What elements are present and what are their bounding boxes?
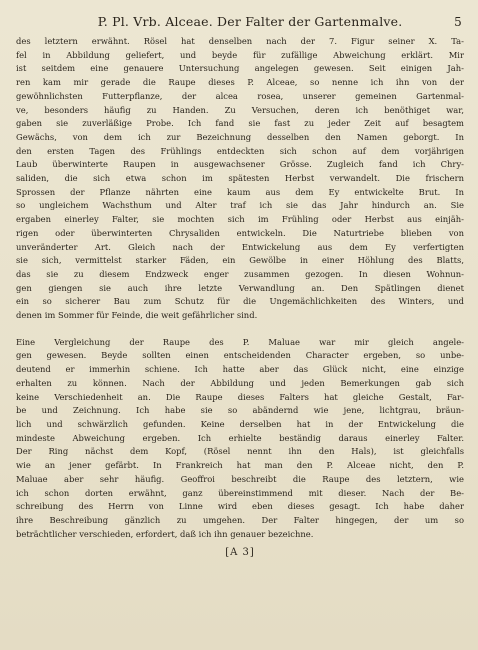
text-line: be und Zeichnung. Ich habe sie so abändernd wie jene, lichtgrau, bräun- <box>16 405 464 416</box>
text-line: ren kam mir gerade die Raupe dieses P. Alceae, so nenne ich ihn von der <box>16 77 464 88</box>
body-text <box>16 35 464 541</box>
text-line: lich und schwärzlich gefunden. Keine derselben hat in der Entwickelung die <box>16 418 464 429</box>
text-line: rigen oder überwinterten Chrysaliden entwickeln. Die Naturtriebe blieben von <box>16 227 464 238</box>
text-line: den ersten Tagen des Frühlings entdeckten sich schon auf dem vorjährigen <box>16 145 464 156</box>
text-line: gewöhnlichsten Futterpflanze, der alcea rosea, unserer gemeinen Gartenmal- <box>16 90 464 101</box>
text-line: wie an jener gefärbt. In Frankreich hat man den P. Alceae nicht, den P. <box>16 460 464 471</box>
text-line: ve, besonders häufig zu Handen. Zu Versuchen, deren ich benöthiget war, <box>16 104 464 115</box>
signature-mark: [A 3] <box>225 547 255 559</box>
page-number: 5 <box>454 15 462 29</box>
text-line: ein so sicherer Bau zum Schutz für die Ungemächlichkeiten des Winters, und <box>16 296 464 307</box>
paragraph <box>16 336 464 542</box>
text-line: fel in Abbildung geliefert, und beyde für zufällige Abweichung erklärt. Mir <box>16 49 464 60</box>
text-line: erhalten zu können. Nach der Abbildung und jeden Bemerkungen gab sich <box>16 377 464 388</box>
text-line: ergaben einerley Falter, sie mochten sich im Frühling oder Herbst aus einjäh- <box>16 214 464 225</box>
text-line: saliden, die sich etwa schon im spätesten Herbst verwandelt. Die frischern <box>16 173 464 184</box>
text-line: das sie zu diesem Endzweck enger zusammen gezogen. In diesen Wohnun- <box>16 268 464 279</box>
text-line: Der Ring nächst dem Kopf, (Rösel nennt ihn den Hals), ist gleichfalls <box>16 446 464 457</box>
text-line: keine Verschiedenheit an. Die Raupe dieses Falters hat gleiche Gestalt, Far- <box>16 391 464 402</box>
text-line: unveränderter Art. Gleich nach der Entwickelung aus dem Ey verfertigten <box>16 241 464 252</box>
text-line: Eine Vergleichung der Raupe des P. Maluae war mir gleich angele- <box>16 336 464 347</box>
text-line: des letztern erwähnt. Rösel hat denselben nach der 7. Figur seiner X. Ta- <box>16 36 464 46</box>
text-line: so ungleichem Wachsthum und Alter traf ich sie das Jahr hindurch an. Sie <box>16 200 464 211</box>
text-line: mindeste Abweichung ergeben. Ich erhielte beständig daraus einerley Falter. <box>16 432 464 443</box>
text-line: Maluae aber sehr häufig. Geoffroi beschreibt die Raupe des letztern, wie <box>16 473 464 484</box>
paragraph <box>16 35 464 323</box>
text-line: ist seitdem eine genauere Untersuchung angelegen gewesen. Seit einigen Jah- <box>16 63 464 74</box>
text-line: ich schon dorten erwähnt, ganz übereinstimmend mit dieser. Nach der Be- <box>16 487 464 498</box>
text-line: schreibung des Herrn von Linne wird eben dieses gesagt. Ich habe daher <box>16 501 464 512</box>
text-line: gaben sie zuverläßige Probe. Ich fand sie fast zu jeder Zeit auf besagtem <box>16 118 464 129</box>
text-line: gen giengen sie auch ihre letzte Verwandlung an. Den Spätlingen dienet <box>16 282 464 293</box>
text-line: deutend er immerhin schiene. Ich hatte aber das Glück nicht, eine einzige <box>16 364 464 375</box>
text-line: beträchtlicher verschieden, erfordert, daß ich ihn genauer bezeichne. <box>16 528 314 539</box>
text-line: ihre Beschreibung gänzlich zu umgehen. Der Falter hingegen, der um so <box>16 514 464 525</box>
running-head <box>16 14 462 29</box>
text-line: denen im Sommer für Feinde, die weit gefährlicher sind. <box>16 310 258 321</box>
running-title: P. Pl. Vrb. Alceae. Der Falter der Gartenmalve. <box>97 14 403 29</box>
text-line: Sprossen der Pflanze nährten eine kaum aus dem Ey entwickelte Brut. In <box>16 186 464 197</box>
text-line: Gewächs, von dem ich zur Bezeichnung desselben den Namen geborgt. In <box>16 131 464 142</box>
text-line: sie sich, vermittelst starker Fäden, ein Gewölbe in einer Höhlung des Blatts, <box>16 255 464 266</box>
text-line: gen gewesen. Beyde sollten einen entscheidenden Character ergeben, so unbe- <box>16 350 464 361</box>
text-line: Laub überwinterte Raupen in ausgewachsener Grösse. Zugleich fand ich Chry- <box>16 159 464 170</box>
